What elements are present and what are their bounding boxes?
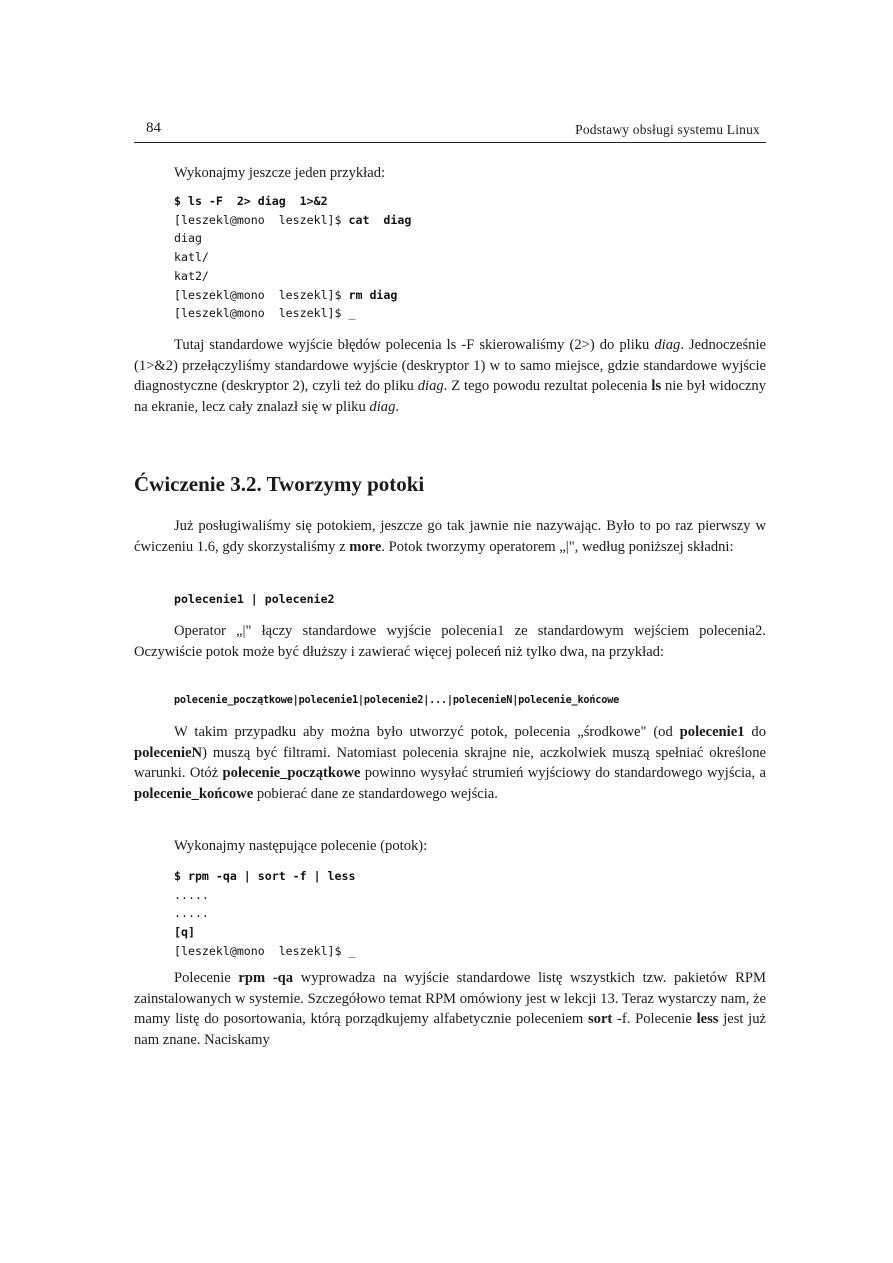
section-heading: Ćwiczenie 3.2. Tworzymy potoki <box>134 472 425 496</box>
intro-text-2: Wykonajmy następujące polecenie (potok): <box>174 838 428 854</box>
code-line: ..... <box>174 906 209 921</box>
page-number: 84 <box>146 120 161 136</box>
code-line: diag <box>174 231 202 246</box>
running-title: Podstawy obsługi systemu Linux <box>575 122 760 137</box>
paragraph-1: Tutaj standardowe wyjście błędów polecenia ls -F skierowaliśmy (2>) do pliku diag. Jednocześnie (1>&2) przełączyliśmy standardowe wyjście (deskryptor 1) w to samo miejsce, gdzie standardowe wyjście diagnostyczne (deskryptor 2), czyli też do pliku diag. Z tego powodu rezultat polecenia ls nie był widoczny na ekranie, lecz cały znalazł się w pliku diag. <box>134 337 766 415</box>
chain-line: polecenie_początkowe|polecenie1|polecenie2|...|polecenieN|polecenie_końcowe <box>174 695 620 706</box>
syntax-line: polecenie1 | polecenie2 <box>174 592 335 606</box>
code-block-1 <box>174 192 411 323</box>
code-line: $ ls -F 2> diag 1>&2 <box>174 194 328 208</box>
code-block-2 <box>174 867 355 961</box>
paragraph-2: Już posługiwaliśmy się potokiem, jeszcze go tak jawnie nie nazywając. Było to po raz pierwszy w ćwiczeniu 1.6, gdy skorzystaliśmy z more. Potok tworzymy operatorem „|", według poniższej składni: <box>134 518 766 555</box>
code-line: kat2/ <box>174 268 209 283</box>
paragraph-4: W takim przypadku aby można było utworzyć potok, polecenia „środkowe" (od polecenie1 do polecenieN) muszą być filtrami. Natomiast polecenia skrajne nie, aczkolwiek muszą spełniać określone warunki. Otóż polecenie_początkowe powinno wysyłać strumień wyjściowy do standardowego wyjścia, a polecenie_końcowe pobierać dane ze standardowego wejścia. <box>134 724 766 802</box>
paragraph-3: Operator „|" łączy standardowe wyjście polecenia1 ze standardowym wejściem polecenia2. Oczywiście potok może być dłuższy i zawierać więcej poleceń niż tylko dwa, na przykład: <box>134 623 766 660</box>
intro-text: Wykonajmy jeszcze jeden przykład: <box>174 165 386 181</box>
page-header <box>134 118 766 143</box>
code-line: [leszekl@mono leszekl]$ _ <box>174 306 356 321</box>
code-line: katl/ <box>174 250 209 265</box>
paragraph-5: Polecenie rpm -qa wyprowadza na wyjście standardowe listę wszystkich tzw. pakietów RPM zainstalowanych w systemie. Szczegółowo temat RPM omówiony jest w lekcji 13. Teraz wystarczy nam, że mamy listę do posortowania, którą porządkujemy alfabetycznie poleceniem sort -f. Polecenie less jest już nam znane. Naciskamy <box>134 970 767 1048</box>
code-line: [q] <box>174 925 195 940</box>
code-line: $ rpm -qa | sort -f | less <box>174 869 356 883</box>
code-line: [leszekl@mono leszekl]$ _ <box>174 943 356 958</box>
code-line: ..... <box>174 887 209 902</box>
code-line: [leszekl@mono leszekl]$ rm diag <box>174 287 398 302</box>
code-line: [leszekl@mono leszekl]$ cat diag <box>174 212 412 227</box>
